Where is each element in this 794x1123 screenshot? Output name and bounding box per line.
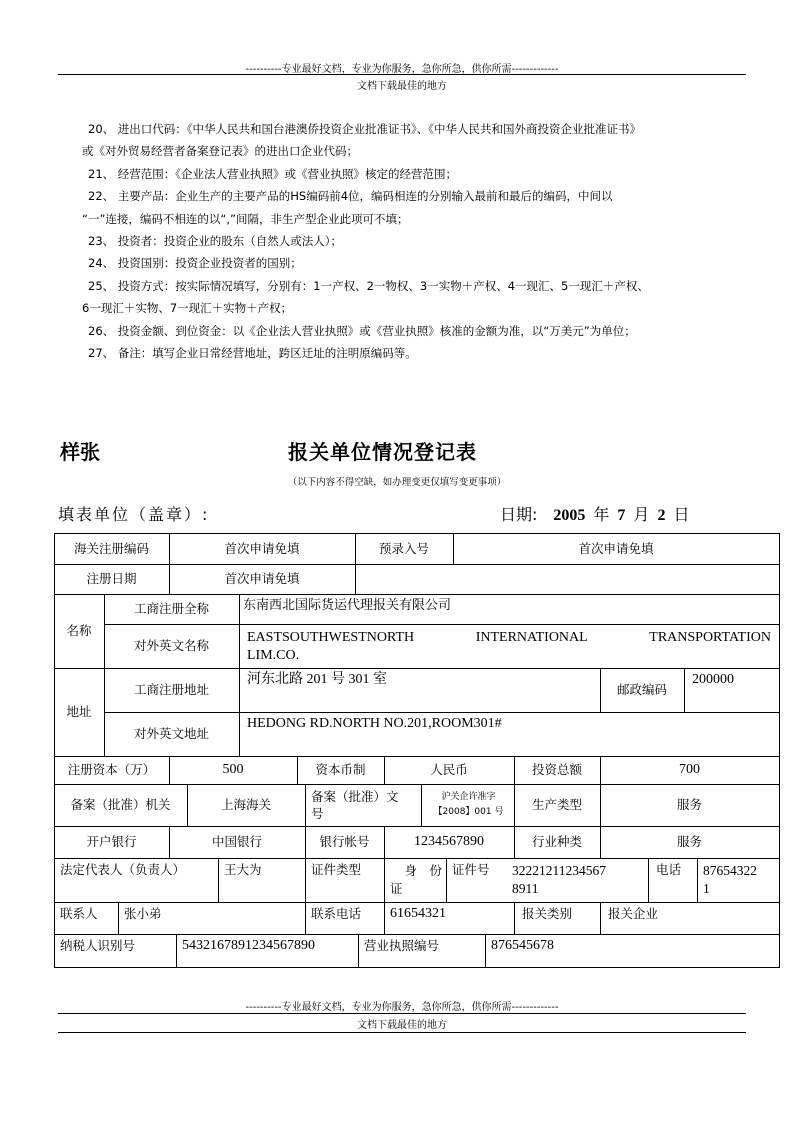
note-line: 22、 主要产品：企业生产的主要产品的HS编码前4位，编码相连的分别输入最前和最后的编码，中间以	[88, 189, 613, 204]
filing-doc-no-value-line: 【2008】001 号	[433, 807, 504, 817]
postcode-label: 邮政编码	[616, 682, 667, 697]
business-license-no-value: 876545678	[491, 938, 554, 953]
declaration-type-value: 报关企业	[608, 906, 659, 921]
phone-value-line: 1	[703, 881, 710, 896]
date-year: 2005	[553, 507, 586, 524]
contact-label: 联系人	[60, 906, 98, 921]
legal-rep-value: 王大为	[224, 862, 262, 877]
english-name-value	[239, 624, 779, 668]
note-line: 27、 备注：填写企业日常经营地址，跨区迁址的注明原编码等。	[88, 346, 417, 361]
date-day: 2	[657, 507, 666, 524]
note-line: 20、 进出口代码：《中华人民共和国台港澳侨投资企业批准证书》、《中华人民共和国外商投资企业批准证书》	[88, 122, 642, 136]
contact-phone-value: 61654321	[390, 906, 446, 921]
english-name-label: 对外英文名称	[133, 638, 209, 653]
pre-entry-no-label: 预录入号	[378, 540, 429, 556]
id-type-value-line: 身 份	[404, 863, 442, 878]
capital-currency-label: 资本币制	[315, 762, 366, 777]
fill-unit-label: 填表单位（盖章）:	[58, 505, 210, 524]
reg-date-label: 注册日期	[86, 571, 137, 586]
biz-reg-address-label: 工商注册地址	[133, 682, 209, 697]
bank-value: 中国银行	[211, 834, 262, 849]
form-date	[500, 502, 689, 525]
form-title: 报关单位情况登记表	[288, 440, 477, 464]
registered-capital-label: 注册资本（万）	[67, 762, 156, 777]
note-line: 24、 投资国别：投资企业投资者的国别；	[88, 256, 302, 271]
filing-authority-label: 备案（批准）机关	[70, 797, 171, 812]
phone-value-line: 87654322	[703, 863, 757, 878]
note-line: 21、 经营范围：《企业法人营业执照》或《营业执照》核定的经营范围；	[88, 166, 458, 181]
year-unit: 年	[593, 505, 610, 524]
day-unit: 日	[673, 505, 690, 524]
month-unit: 月	[633, 505, 650, 524]
id-no-value-line: 8911	[512, 881, 539, 896]
english-name-part: EASTSOUTHWESTNORTH	[247, 630, 415, 645]
page-header-tagline: ----------专业最好文档，专业为你服务，急你所急，供你所需-------------	[245, 64, 559, 75]
english-address-value: HEDONG RD.NORTH NO.201,ROOM301#	[247, 716, 502, 731]
note-line: 25、 投资方式：按实际情况填写，分别有：1一产权、2一物权、3一实物＋产权、4一现汇、5一现汇＋产权、	[88, 278, 649, 293]
english-name-part: INTERNATIONAL	[475, 630, 588, 645]
biz-reg-full-name-label: 工商注册全称	[133, 601, 209, 616]
production-type-value: 服务	[676, 797, 702, 812]
id-type-value-line: 证	[390, 881, 403, 896]
filing-doc-no-value	[421, 784, 514, 826]
header-rule	[58, 74, 746, 75]
note-line: 或《对外贸易经营者备案登记表》的进出口企业代码；	[82, 144, 358, 159]
bank-account-value: 1234567890	[414, 834, 484, 849]
date-label: 日期:	[500, 505, 538, 524]
total-investment-value: 700	[679, 762, 700, 777]
page-footer-subline: 文档下载最佳的地方	[357, 1020, 447, 1031]
id-type-label: 证件类型	[311, 862, 362, 877]
id-type-value	[384, 858, 446, 902]
customs-reg-code-value: 首次申请免填	[224, 540, 300, 556]
address-label: 地址	[66, 704, 92, 719]
bank-label: 开户银行	[86, 834, 137, 849]
industry-label: 行业种类	[531, 834, 582, 849]
total-investment-label: 投资总额	[531, 762, 582, 777]
legal-rep-label: 法定代表人（负责人）	[60, 862, 186, 877]
filing-doc-no-value-line: 沪关企许准字	[441, 792, 496, 802]
note-line: 23、 投资者：投资企业的股东（自然人或法人）；	[88, 234, 343, 249]
pre-entry-no-value: 首次申请免填	[578, 540, 654, 556]
footer-rule-bottom	[58, 1032, 746, 1033]
english-address-label: 对外英文地址	[133, 726, 209, 741]
phone-value	[697, 858, 779, 902]
taxpayer-id-label: 纳税人识别号	[60, 938, 136, 953]
phone-label: 电话	[656, 862, 682, 877]
sample-label: 样张	[60, 440, 100, 464]
form-subtitle: （以下内容不得空缺，如办理变更仅填写变更事项）	[287, 477, 507, 488]
bank-account-label: 银行帐号	[319, 834, 370, 849]
declaration-type-label: 报关类别	[522, 906, 573, 921]
filing-authority-value: 上海海关	[220, 797, 271, 812]
id-no-label: 证件号	[452, 862, 490, 877]
id-no-value-line: 32221211234567	[512, 863, 606, 878]
footer-rule	[58, 1013, 746, 1014]
production-type-label: 生产类型	[531, 797, 582, 812]
note-line: 26、 投资金额、到位资金：以《企业法人营业执照》或《营业执照》核准的金额为准，以“万美元”为单位；	[88, 323, 636, 338]
registered-capital-value: 500	[222, 762, 244, 777]
industry-value: 服务	[676, 834, 702, 849]
filing-doc-no-label-line: 号	[311, 806, 324, 821]
note-line: “一”连接，编码不相连的以“,”间隔，非生产型企业此项可不填；	[82, 211, 409, 226]
contact-phone-label: 联系电话	[311, 906, 362, 921]
contact-value: 张小弟	[124, 906, 162, 921]
date-month: 7	[617, 507, 626, 524]
filing-doc-no-label	[305, 784, 421, 826]
page-footer-tagline: ----------专业最好文档，专业为你服务，急你所急，供你所需-------------	[245, 1002, 559, 1013]
postcode-value: 200000	[692, 672, 734, 687]
filing-doc-no-label-line: 备案（批准）文	[311, 789, 399, 804]
page-header-subline: 文档下载最佳的地方	[357, 81, 447, 92]
customs-reg-code-label: 海关注册编码	[73, 540, 149, 556]
explanatory-notes	[82, 118, 752, 364]
note-line: 6一现汇＋实物、7一现汇＋实物＋产权；	[82, 301, 293, 316]
name-label: 名称	[66, 623, 92, 638]
english-name-part: TRANSPORTATION	[649, 630, 771, 645]
capital-currency-value: 人民币	[430, 762, 468, 777]
biz-reg-full-name-value: 东南西北国际货运代理报关有限公司	[243, 598, 452, 613]
english-name-part: LIM.CO.	[247, 648, 300, 663]
id-no-value	[508, 858, 648, 902]
taxpayer-id-value: 5432167891234567890	[182, 938, 315, 953]
biz-reg-address-value: 河东北路 201 号 301 室	[247, 672, 387, 687]
reg-date-value: 首次申请免填	[224, 571, 300, 586]
business-license-no-label: 营业执照编号	[364, 938, 440, 953]
